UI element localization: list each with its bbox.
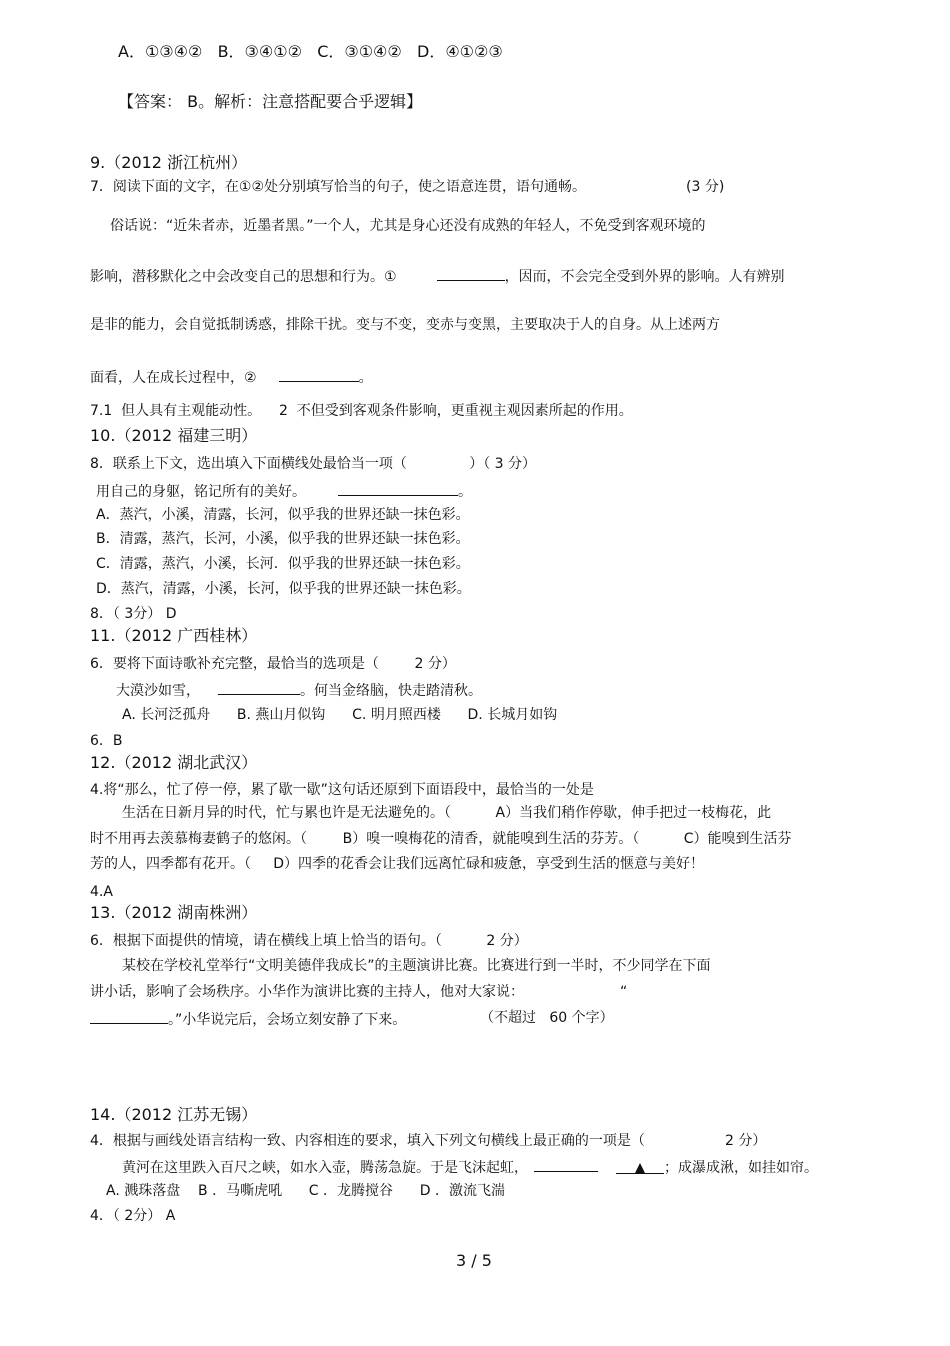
fill-blank: [534, 1157, 598, 1172]
section-heading: 9.（2012 浙江杭州）: [90, 153, 248, 172]
fill-blank: [90, 1009, 168, 1024]
passage-line: 芳的人，四季都有花开。（ D）四季的花香会让我们远离忙碌和疲惫，享受到生活的惬意与美好！: [90, 856, 705, 872]
passage-line: 黄河在这里跌入百尺之峡，如水入壶，腾荡急旋。于是飞沫起虹， ▲ ；成瀑成湫，如挂如帘。: [122, 1157, 818, 1177]
passage-line: 某校在学校礼堂举行“文明美德伴我成长”的主题演讲比赛。比赛进行到一半时，不少同学在下面: [122, 958, 711, 974]
question-line: 用自己的身躯，铭记所有的美好。 。: [96, 481, 472, 501]
question-stem: 4．根据与画线处语言结构一致、内容相连的要求，填入下列文句横线上最正确的一项是（ 2 分）: [90, 1133, 767, 1149]
passage-line: 讲小话，影响了会场秩序。小华作为演讲比赛的主持人，他对大家说：: [90, 984, 524, 1000]
quote-mark: “: [620, 984, 628, 1000]
section-heading: 14.（2012 江苏无锡）: [90, 1105, 258, 1124]
section-heading: 12.（2012 湖北武汉）: [90, 753, 258, 772]
poem-line: 大漠沙如雪， 。何当金络脑，快走踏清秋。: [116, 680, 482, 700]
options-line: A. 长河泛孤舟 B. 燕山月似钩 C. 明月照西楼 D. 长城月如钩: [122, 707, 558, 723]
option-b: B．清露，蒸汽，长河，小溪，似乎我的世界还缺一抹色彩。: [96, 531, 470, 547]
fill-blank: [437, 266, 505, 281]
answer-line: 7.1 但人具有主观能动性。 2 不但受到客观条件影响，更重视主观因素所起的作用。: [90, 403, 633, 419]
question-score: (3 分): [686, 179, 725, 195]
option-c: C．清露，蒸汽，小溪，长河．似乎我的世界还缺一抹色彩。: [96, 556, 470, 572]
passage-line: 面看，人在成长过程中，② 。: [90, 367, 373, 387]
section-heading: 10.（2012 福建三明）: [90, 426, 258, 445]
question-stem: 4.将“那么，忙了停一停，累了歇一歇”这句话还原到下面语段中，最恰当的一处是: [90, 782, 594, 798]
fill-blank: [279, 367, 359, 382]
options-line: A．①③④② B．③④①② C．③①④② D．④①②③: [118, 42, 503, 61]
answer-line: 4．（ 2分） A: [90, 1208, 176, 1224]
passage-line: 生活在日新月异的时代，忙与累也许是无法避免的。（ A）当我们稍作停歇，伸手把过一枝梅花，此: [122, 805, 772, 821]
passage-line: 俗话说：“近朱者赤，近墨者黑。”一个人，尤其是身心还没有成熟的年轻人，不免受到客观环境的: [110, 218, 706, 234]
question-stem: 6．要将下面诗歌补充完整，最恰当的选项是（ 2 分）: [90, 656, 456, 672]
fill-blank: [616, 1159, 664, 1174]
answer-line: 6．B: [90, 733, 123, 749]
word-limit-note: （不超过 60 个字）: [480, 1010, 614, 1026]
page-number: 3 / 5: [456, 1251, 492, 1270]
fill-blank: [338, 481, 458, 496]
option-a: A．蒸汽，小溪，清露，长河，似乎我的世界还缺一抹色彩。: [96, 507, 470, 523]
options-line: A. 溅珠落盘 B ．马嘶虎吼 C ．龙腾搅谷 D ．激流飞湍: [106, 1183, 505, 1199]
answer-line: 【答案： B。解析：注意搭配要合乎逻辑】: [118, 92, 423, 111]
question-stem: 6．根据下面提供的情境，请在横线上填上恰当的语句。（ 2 分）: [90, 933, 528, 949]
triangle-marker-icon: ▲: [634, 1160, 646, 1176]
passage-line: 时不用再去羡慕梅妻鹤子的悠闲。（ B）嗅一嗅梅花的清香，就能嗅到生活的芬芳。（ C）能嗅到生活芬: [90, 831, 792, 847]
fill-blank: [218, 680, 300, 695]
option-d: D．蒸汽，清露，小溪，长河，似乎我的世界还缺一抹色彩。: [96, 581, 471, 597]
passage-line: 是非的能力，会自觉抵制诱惑，排除干扰。变与不变，变赤与变黑，主要取决于人的自身。从上述两方: [90, 317, 720, 333]
section-heading: 11.（2012 广西桂林）: [90, 626, 258, 645]
passage-line: 。”小华说完后，会场立刻安静了下来。: [90, 1009, 406, 1029]
question-stem: 7．阅读下面的文字，在①②处分别填写恰当的句子，使之语意连贯，语句通畅。: [90, 179, 587, 195]
question-stem: 8．联系上下文，选出填入下面横线处最恰当一项（ ）（ 3 分）: [90, 456, 537, 472]
answer-line: 4.A: [90, 884, 113, 900]
passage-line: 影响，潜移默化之中会改变自己的思想和行为。① ，因而，不会完全受到外界的影响。人有辨别: [90, 266, 785, 286]
section-heading: 13.（2012 湖南株洲）: [90, 903, 258, 922]
answer-line: 8．（ 3分） D: [90, 606, 177, 622]
